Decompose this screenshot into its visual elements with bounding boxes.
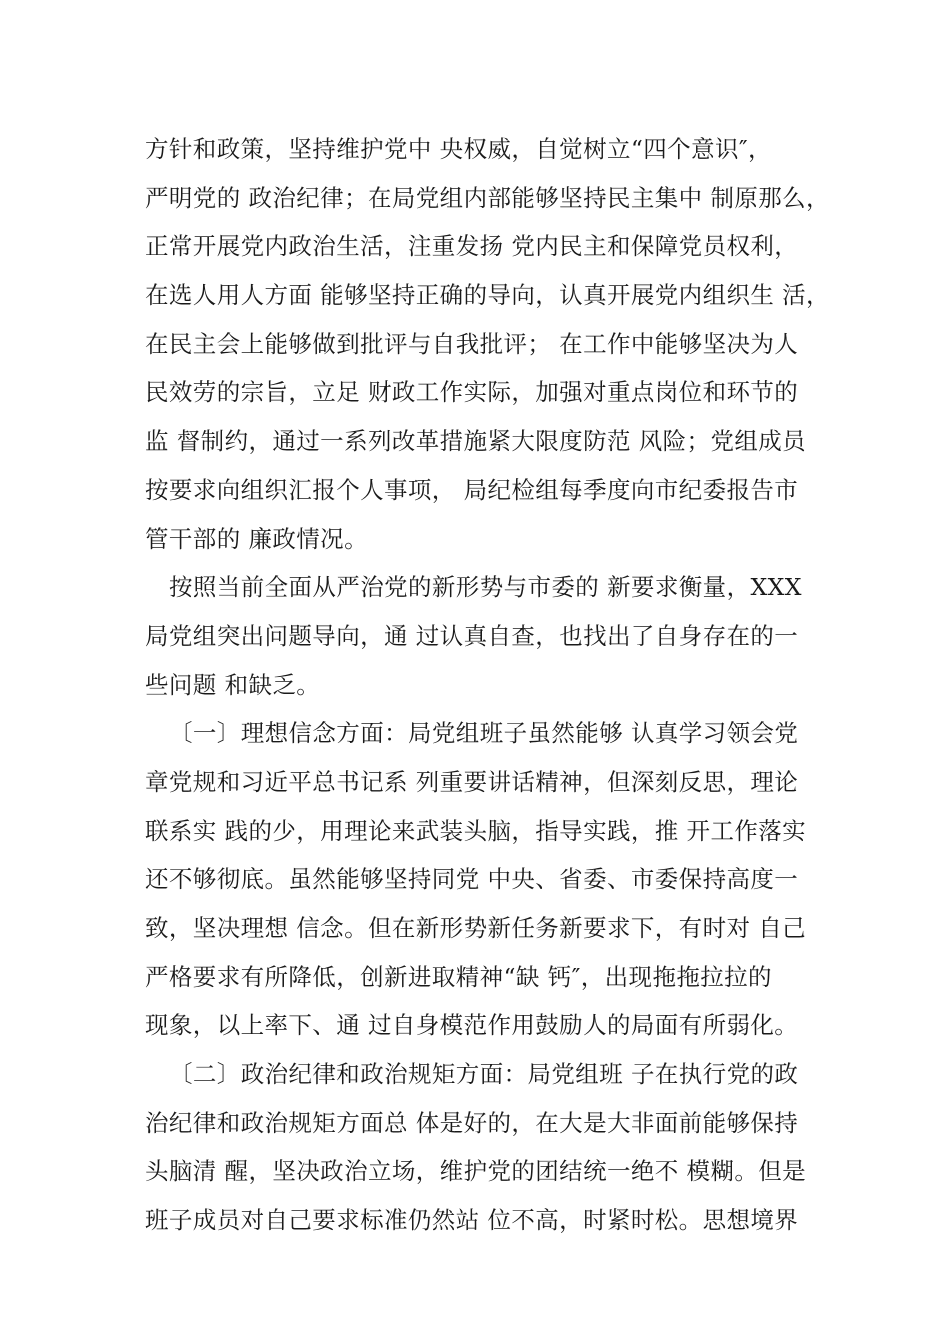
text-line: 还不够彻底。虽然能够坚持同党 中央、省委、市委保持高度一 <box>145 865 799 894</box>
text-line: 章党规和习近平总书记系 列重要讲话精神，但深刻反思，理论 <box>145 767 799 796</box>
text-line: 治纪律和政治规矩方面总 体是好的，在大是大非面前能够保持 <box>145 1108 799 1137</box>
text-line: 现象，以上率下、通 过自身模范作用鼓励人的局面有所弱化。 <box>145 1011 799 1040</box>
text-line: 班子成员对自己要求标准仍然站 位不高，时紧时松。思想境界 <box>145 1206 799 1235</box>
text-line: 局党组突出问题导向，通 过认真自查，也找出了自身存在的一 <box>145 621 799 650</box>
text-line: 联系实 践的少，用理论来武装头脑，指导实践，推 开工作落实 <box>145 816 807 845</box>
text-line: 〔二〕政治纪律和政治规矩方面：局党组班 子在执行党的政 <box>169 1060 799 1089</box>
text-line: 在民主会上能够做到批评与自我批评； 在工作中能够坚决为人 <box>145 329 799 358</box>
text-line: 按照当前全面从严治党的新形势与市委的 新要求衡量，XXX <box>169 573 802 602</box>
text-line: 民效劳的宗旨，立足 财政工作实际，加强对重点岗位和环节的 <box>145 378 799 407</box>
text-line: 在选人用人方面 能够坚持正确的导向，认真开展党内组织生 活， <box>145 281 830 310</box>
text-line: 〔一〕理想信念方面：局党组班子虽然能够 认真学习领会党 <box>169 719 799 748</box>
text-line: 些问题 和缺乏。 <box>145 670 321 699</box>
text-line: 管干部的 廉政情况。 <box>145 524 368 553</box>
text-line: 监 督制约，通过一系列改革措施紧大限度防范 风险；党组成员 <box>145 427 807 456</box>
text-line: 正常开展党内政治生活，注重发扬 党内民主和保障党员权利， <box>145 232 799 261</box>
text-line: 严格要求有所降低，创新进取精神“缺 钙″，出现拖拖拉拉的 <box>145 962 772 991</box>
text-line: 严明党的 政治纪律；在局党组内部能够坚持民主集中 制原那么， <box>145 183 830 212</box>
text-line: 头脑清 醒，坚决政治立场，维护党的团结统一绝不 模糊。但是 <box>145 1157 807 1186</box>
text-line: 致，坚决理想 信念。但在新形势新任务新要求下，有时对 自己 <box>145 914 807 942</box>
text-line: 方针和政策，坚持维护党中 央权威，自觉树立“四个意识″， <box>145 135 772 163</box>
body-text <box>145 125 835 1245</box>
text-line: 按要求向组织汇报个人事项， 局纪检组每季度向市纪委报告市 <box>145 475 799 504</box>
